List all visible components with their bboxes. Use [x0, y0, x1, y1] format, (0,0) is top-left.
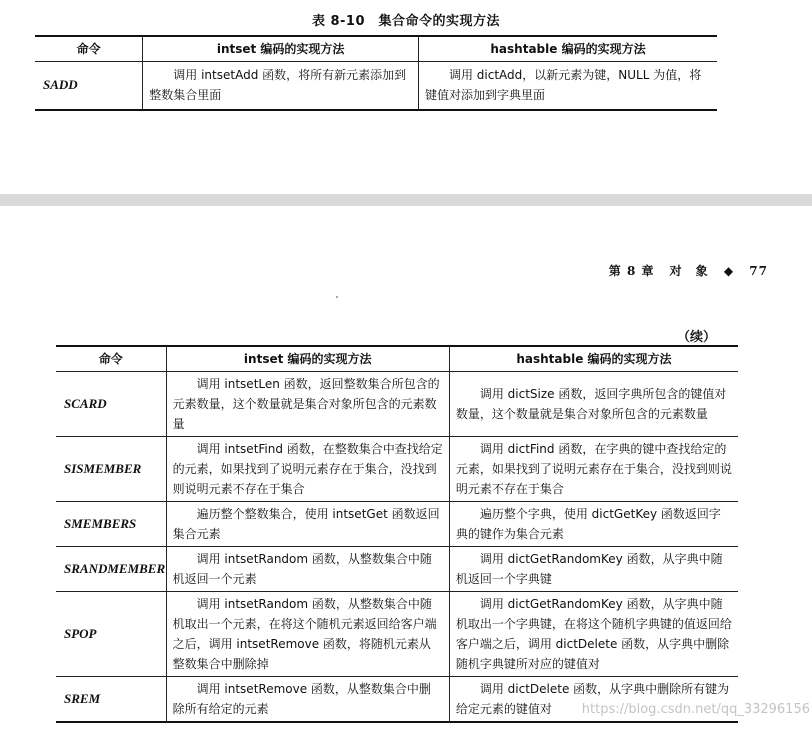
page-separator: [0, 194, 812, 206]
header-command: 命令: [35, 36, 143, 62]
header-command: 命令: [56, 346, 166, 372]
command-name: SCARD: [56, 372, 166, 437]
hashtable-impl: 调用 dictFind 函数，在字典的键中查找给定的元素，如果找到了说明元素存在于集合，没找到则说明元素不存在于集合: [449, 437, 738, 502]
table-header-row: [56, 346, 738, 372]
header-hashtable: hashtable 编码的实现方法: [449, 346, 738, 372]
chapter-title: 对 象: [669, 264, 709, 278]
hashtable-impl: 调用 dictAdd，以新元素为键，NULL 为值，将键值对添加到字典里面: [418, 62, 717, 110]
table-header-row: [35, 36, 717, 62]
running-header: [599, 262, 768, 279]
table-row: [56, 592, 738, 677]
intset-impl: 调用 intsetRandom 函数，从整数集合中随机取出一个元素，在将这个随机元素返回给客户端之后，调用 intsetRemove 函数，将随机元素从整数集合中删除掉: [166, 592, 449, 677]
bullet-icon: ◆: [723, 264, 735, 278]
command-name: SISMEMBER: [56, 437, 166, 502]
header-intset: intset 编码的实现方法: [143, 36, 419, 62]
watermark: https://blog.csdn.net/qq_33296156: [581, 702, 810, 717]
table-row: [35, 62, 717, 110]
table-row: [56, 372, 738, 437]
commands-table-part-2: [56, 345, 738, 723]
table-row: [56, 547, 738, 592]
command-name: SMEMBERS: [56, 502, 166, 547]
table-row: [56, 437, 738, 502]
commands-table-part-1: [35, 35, 717, 111]
intset-impl: 调用 intsetAdd 函数，将所有新元素添加到整数集合里面: [143, 62, 419, 110]
command-name: SPOP: [56, 592, 166, 677]
header-intset: intset 编码的实现方法: [166, 346, 449, 372]
header-hashtable: hashtable 编码的实现方法: [418, 36, 717, 62]
page-bottom: [0, 206, 812, 729]
intset-impl: 调用 intsetFind 函数，在整数集合中查找给定的元素，如果找到了说明元素存在于集合，没找到则说明元素不存在于集合: [166, 437, 449, 502]
hashtable-impl: 调用 dictGetRandomKey 函数，从字典中随机取出一个字典键，在将这个随机字典键的值返回给客户端之后，调用 dictDelete 函数，从字典中删除随机字典键所对应的键值对: [449, 592, 738, 677]
hashtable-impl: 遍历整个字典，使用 dictGetKey 函数返回字典的键作为集合元素: [449, 502, 738, 547]
intset-impl: 调用 intsetRandom 函数，从整数集合中随机返回一个元素: [166, 547, 449, 592]
command-name: SREM: [56, 677, 166, 723]
chapter-label: 第 8 章: [608, 264, 655, 278]
hashtable-impl: 调用 dictSize 函数，返回字典所包含的键值对数量，这个数量就是集合对象所包含的元素数量: [449, 372, 738, 437]
continued-mark: （续）: [676, 330, 716, 345]
table-title: 表 8-10 集合命令的实现方法: [311, 14, 501, 29]
speck: [336, 296, 338, 298]
intset-impl: 调用 intsetRemove 函数，从整数集合中删除所有给定的元素: [166, 677, 449, 723]
page-top: [0, 0, 812, 194]
command-name: SADD: [35, 62, 143, 110]
hashtable-impl: 调用 dictGetRandomKey 函数，从字典中随机返回一个字典键: [449, 547, 738, 592]
intset-impl: 遍历整个整数集合，使用 intsetGet 函数返回集合元素: [166, 502, 449, 547]
intset-impl: 调用 intsetLen 函数，返回整数集合所包含的元素数量，这个数量就是集合对象所包含的元素数量: [166, 372, 449, 437]
command-name: SRANDMEMBER: [56, 547, 166, 592]
hashtable-impl: 调用 dictDelete 函数，从字典中删除所有键为给定元素的键值对: [449, 677, 738, 723]
page-number: 77: [749, 264, 768, 278]
table-row: [56, 502, 738, 547]
